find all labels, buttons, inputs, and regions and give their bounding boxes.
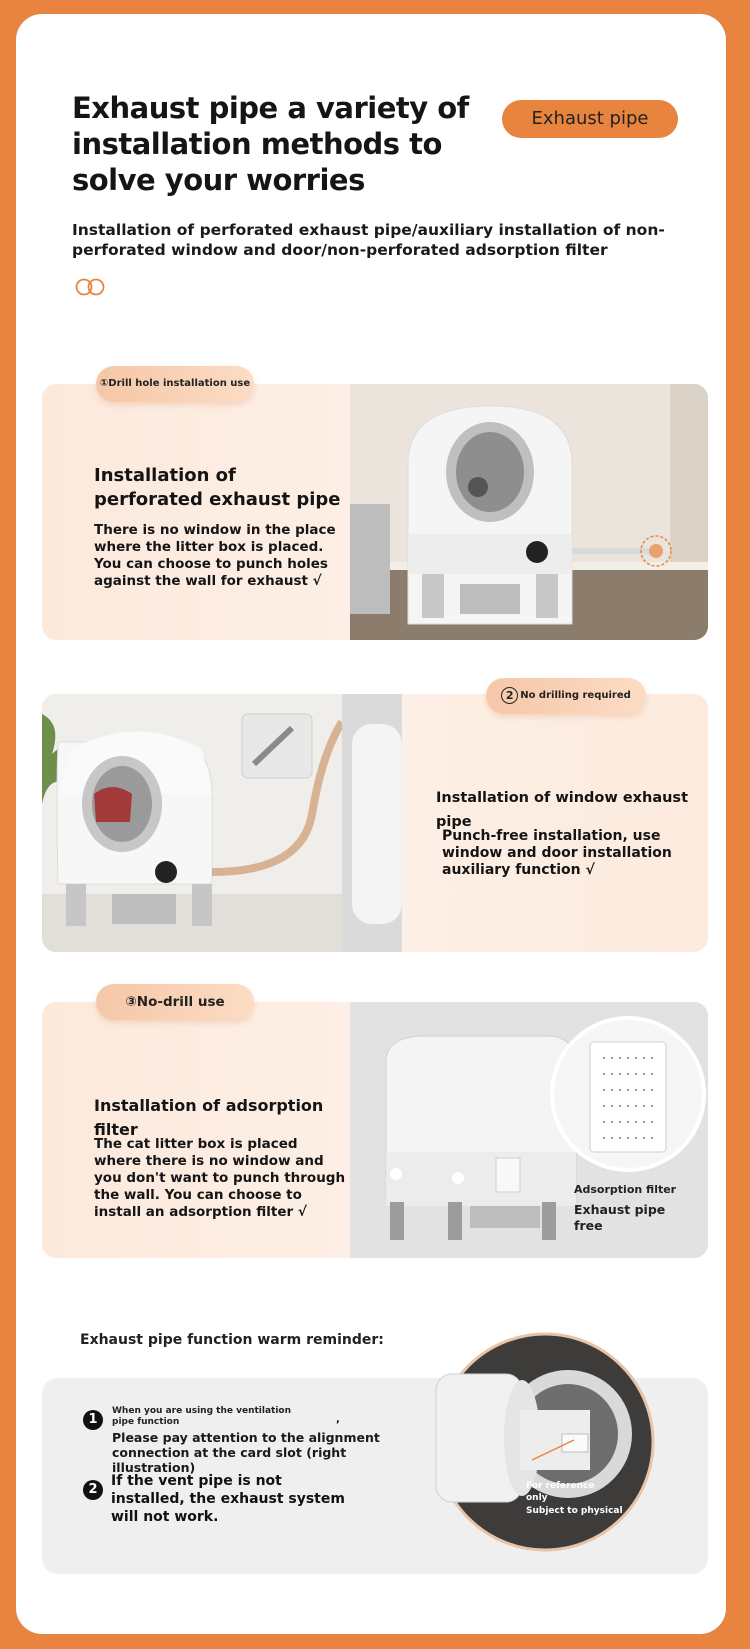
section-title-filter: Installation of adsorption filter	[94, 1096, 324, 1139]
drill-install-photo	[350, 384, 708, 640]
section-title-window: Installation of window exhaust pipe	[436, 790, 688, 830]
reminder-number-1: 1	[83, 1410, 103, 1430]
section-body-filter: The cat litter box is placed where there is no window and you don't want to punch through the wall. You can choose to install an adsorption filter √	[94, 1136, 346, 1220]
reminder-title: Exhaust pipe function warm reminder:	[80, 1332, 384, 1348]
section-body-perforated: There is no window in the place where the litter box is placed. You can choose to punch holes against the wall for exhaust √	[94, 522, 336, 589]
photo-label-adsorption-filter: Adsorption filter	[574, 1183, 677, 1196]
reminder-1-text: Please pay attention to the alignment connection at the card slot (right illustration)	[112, 1430, 380, 1475]
section-tag-no-drilling	[486, 678, 646, 714]
litter-box-window-illustration	[42, 694, 402, 952]
alignment-illustration	[434, 1330, 656, 1554]
section-drill-install-panel	[42, 384, 708, 640]
window-install-photo	[42, 694, 402, 952]
section-tag-no-drill-use: ③No-drill use	[96, 984, 254, 1020]
section-body-window: Punch-free installation, use window and door installation auxiliary function √	[442, 828, 672, 878]
reminder-1-comma: ,	[336, 1414, 340, 1425]
tag-number: 2	[501, 687, 518, 704]
tag-label: No drilling required	[520, 690, 631, 701]
double-ring-icon	[74, 278, 108, 296]
reminder-number-2: 2	[83, 1480, 103, 1500]
section-tag-drill: ①Drill hole installation use	[96, 366, 254, 402]
photo-label-exhaust-free: Exhaust pipe free	[574, 1202, 666, 1233]
reminder-1-small: When you are using the ventilation pipe function	[112, 1406, 291, 1427]
page-headline: Exhaust pipe a variety of installation methods to solve your worries	[72, 91, 469, 197]
reminder-2-text: If the vent pipe is not installed, the exhaust system will not work.	[111, 1473, 345, 1525]
section-title-perforated: Installation of perforated exhaust pipe	[94, 465, 341, 510]
litter-box-wall-illustration	[350, 384, 708, 640]
page-subheading: Installation of perforated exhaust pipe/auxiliary installation of non-perforated window and door/non-perforated adsorption filter	[72, 221, 665, 259]
photo-note-reference: For reference only	[526, 1481, 595, 1503]
exhaust-pipe-badge: Exhaust pipe	[502, 100, 678, 138]
photo-note-physical: Subject to physical	[526, 1506, 623, 1516]
